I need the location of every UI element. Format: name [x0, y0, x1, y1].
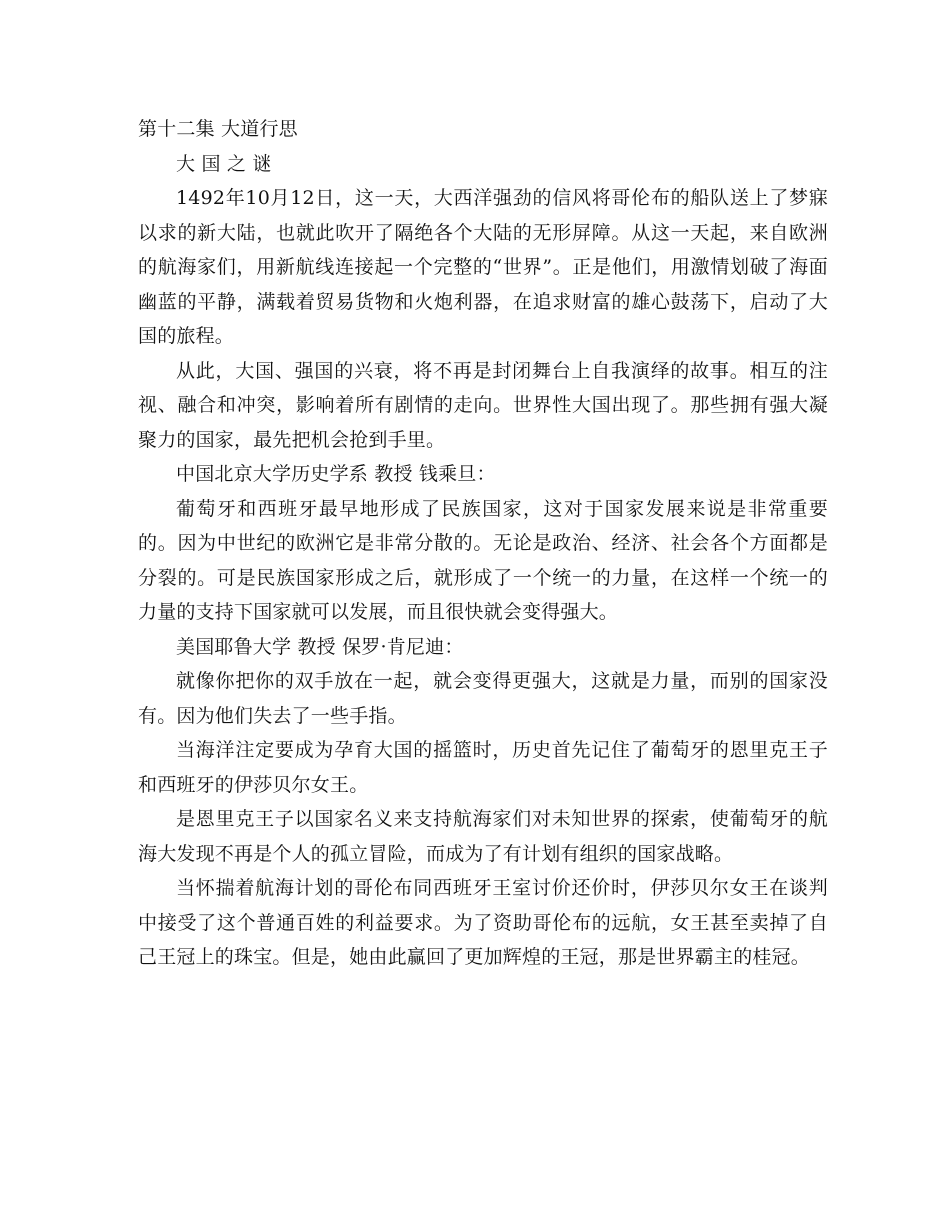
paragraph-columbus: 1492年10月12日，这一天，大西洋强劲的信风将哥伦布的船队送上了梦寐以求的新大陆，也就此吹开了隔绝各个大陆的无形屏障。从这一天起，来自欧洲的航海家们，用新航线连接起一个完整的“世界”。正是他们，用激情划破了海面幽蓝的平静，满载着贸易货物和火炮利器，在追求财富的雄心鼓荡下，启动了大国的旅程。: [138, 187, 828, 347]
paragraph-rise-and-fall: 从此，大国、强国的兴衰，将不再是封闭舞台上自我演绎的故事。相互的注视、融合和冲突，影响着所有剧情的走向。世界性大国出现了。那些拥有强大凝聚力的国家，最先把机会抢到手里。: [138, 359, 828, 451]
document-page: [138, 112, 828, 975]
paragraph-henry: 是恩里克王子以国家名义来支持航海家们对未知世界的探索，使葡萄牙的航海大发现不再是个人的孤立冒险，而成为了有计划有组织的国家战略。: [138, 808, 828, 865]
quote-kennedy: 就像你把你的双手放在一起，就会变得更强大，这就是力量，而别的国家没有。因为他们失去了一些手指。: [138, 670, 828, 727]
speaker-label-kennedy: 美国耶鲁大学 教授 保罗·肯尼迪：: [176, 635, 464, 658]
section-title: 大 国 之 谜: [176, 152, 272, 175]
paragraph-isabella: 当怀揣着航海计划的哥伦布同西班牙王室讨价还价时，伊莎贝尔女王在谈判中接受了这个普通百姓的利益要求。为了资助哥伦布的远航，女王甚至卖掉了自己王冠上的珠宝。但是，她由此赢回了更加辉煌的王冠，那是世界霸主的桂冠。: [138, 877, 828, 968]
quote-qian: 葡萄牙和西班牙最早地形成了民族国家，这对于国家发展来说是非常重要的。因为中世纪的欧洲它是非常分散的。无论是政治、经济、社会各个方面都是分裂的。可是民族国家形成之后，就形成了一个统一的力量，在这样一个统一的力量的支持下国家就可以发展，而且很快就会变得强大。: [138, 497, 828, 623]
paragraph-cradle: 当海洋注定要成为孕育大国的摇篮时，历史首先记住了葡萄牙的恩里克王子和西班牙的伊莎贝尔女王。: [138, 739, 828, 796]
speaker-label-qian: 中国北京大学历史学系 教授 钱乘旦：: [176, 463, 496, 485]
episode-title: 第十二集 大道行思: [138, 118, 298, 140]
